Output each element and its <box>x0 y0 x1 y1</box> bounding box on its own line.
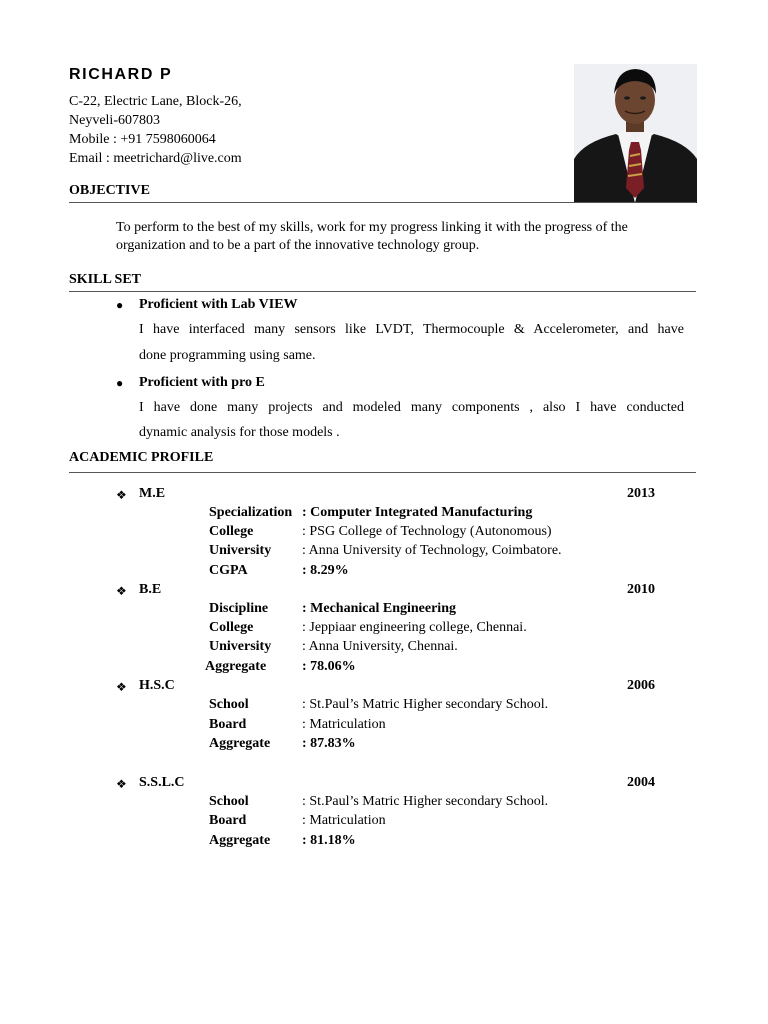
degree-name: B.E <box>139 582 162 597</box>
detail-value: : Computer Integrated Manufacturing <box>302 505 533 520</box>
skillset-heading: SKILL SET <box>69 272 141 287</box>
detail-value: : 8.29% <box>302 563 349 578</box>
degree-year: 2010 <box>627 582 655 597</box>
diamond-bullet-icon: ❖ <box>116 584 127 598</box>
detail-label: Aggregate <box>205 659 267 674</box>
detail-value: : Anna University, Chennai. <box>302 639 458 654</box>
skill-description-line: done programming using same. <box>139 348 316 363</box>
skillset-divider <box>69 291 696 292</box>
detail-label: Board <box>209 813 247 828</box>
bullet-icon: ● <box>116 298 124 312</box>
detail-label: Discipline <box>209 601 269 616</box>
skill-title: Proficient with Lab VIEW <box>139 297 298 312</box>
bullet-icon: ● <box>116 376 124 390</box>
profile-photo <box>574 64 697 203</box>
objective-divider <box>69 202 696 203</box>
degree-year: 2004 <box>627 775 655 790</box>
detail-label: CGPA <box>209 563 248 578</box>
degree-name: M.E <box>139 486 166 501</box>
detail-label: School <box>209 697 249 712</box>
detail-value: : St.Paul’s Matric Higher secondary School. <box>302 794 549 809</box>
diamond-bullet-icon: ❖ <box>116 777 127 791</box>
detail-value: : St.Paul’s Matric Higher secondary School. <box>302 697 549 712</box>
degree-name: H.S.C <box>139 678 175 693</box>
detail-label: Specialization <box>209 505 293 520</box>
detail-label: Aggregate <box>209 736 271 751</box>
objective-line-1: To perform to the best of my skills, work for my progress linking it with the progress of the <box>116 220 628 235</box>
detail-label: Board <box>209 717 247 732</box>
detail-label: University <box>209 543 272 558</box>
academic-heading: ACADEMIC PROFILE <box>69 450 214 465</box>
detail-value: : Matriculation <box>302 717 386 732</box>
academic-divider <box>69 472 696 473</box>
address-line-2: Neyveli-607803 <box>69 113 160 128</box>
detail-label: College <box>209 620 254 635</box>
detail-value: : 81.18% <box>302 833 356 848</box>
detail-label: College <box>209 524 254 539</box>
detail-value: : PSG College of Technology (Autonomous) <box>302 524 552 539</box>
detail-label: University <box>209 639 272 654</box>
detail-value: : 87.83% <box>302 736 356 751</box>
detail-value: : Mechanical Engineering <box>302 601 456 616</box>
email-line: Email : meetrichard@live.com <box>69 151 242 166</box>
skill-title: Proficient with pro E <box>139 375 265 390</box>
diamond-bullet-icon: ❖ <box>116 488 127 502</box>
detail-label: Aggregate <box>209 833 271 848</box>
objective-line-2: organization and to be a part of the innovative technology group. <box>116 238 480 253</box>
detail-value: : Anna University of Technology, Coimbatore. <box>302 543 562 558</box>
objective-heading: OBJECTIVE <box>69 183 150 198</box>
degree-year: 2013 <box>627 486 655 501</box>
candidate-name: RICHARD P <box>69 66 173 83</box>
skill-description-line: I have done many projects and modeled many components , also I have conducted <box>139 400 684 415</box>
diamond-bullet-icon: ❖ <box>116 680 127 694</box>
detail-value: : 78.06% <box>302 659 356 674</box>
skill-description-line: I have interfaced many sensors like LVDT, Thermocouple & Accelerometer, and have <box>139 322 684 337</box>
mobile-line: Mobile : +91 7598060064 <box>69 132 216 147</box>
detail-value: : Matriculation <box>302 813 386 828</box>
address-line-1: C-22, Electric Lane, Block-26, <box>69 94 242 109</box>
degree-year: 2006 <box>627 678 655 693</box>
detail-label: School <box>209 794 249 809</box>
degree-name: S.S.L.C <box>139 775 185 790</box>
skill-description-line: dynamic analysis for those models . <box>139 425 340 440</box>
detail-value: : Jeppiaar engineering college, Chennai. <box>302 620 527 635</box>
